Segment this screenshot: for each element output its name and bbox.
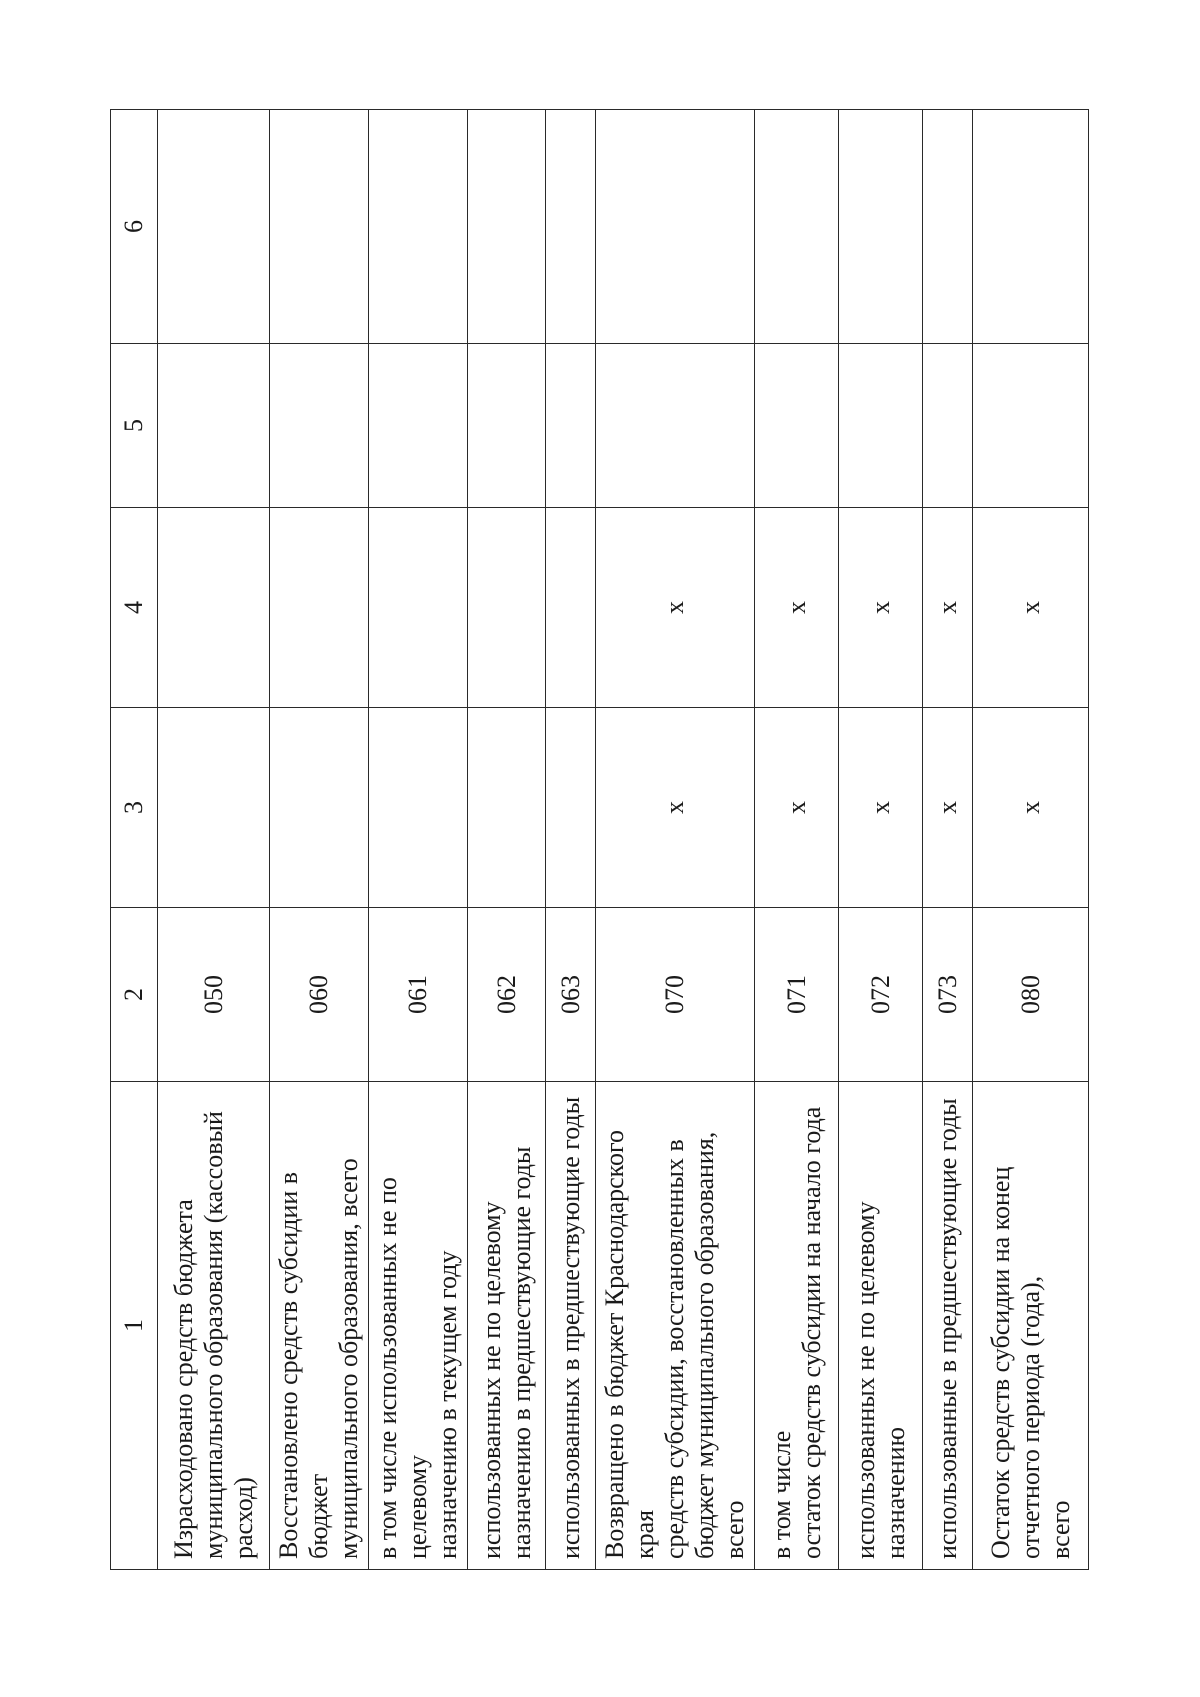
row-cell-col-5 [468, 344, 546, 508]
row-code: 070 [596, 908, 755, 1082]
row-name: использованных не по целевому назначению [839, 1082, 923, 1570]
row-code: 062 [468, 908, 546, 1082]
row-cell-col-4 [546, 508, 596, 708]
table-row [468, 110, 546, 1570]
row-code: 071 [755, 908, 839, 1082]
row-cell-col-3 [270, 708, 369, 908]
row-cell-col-6 [923, 110, 973, 344]
row-code: 060 [270, 908, 369, 1082]
row-name: использованные в предшествующие годы [923, 1082, 973, 1570]
row-code: 080 [973, 908, 1089, 1082]
row-cell-col-4: x [839, 508, 923, 708]
subsidy-report-table [110, 109, 1089, 1570]
row-cell-col-3: x [596, 708, 755, 908]
header-col-2: 2 [111, 908, 158, 1082]
row-cell-col-4: x [923, 508, 973, 708]
row-cell-col-5 [973, 344, 1089, 508]
row-cell-col-3: x [923, 708, 973, 908]
row-cell-col-4: x [755, 508, 839, 708]
row-cell-col-6 [755, 110, 839, 344]
row-cell-col-4 [158, 508, 270, 708]
row-cell-col-3: x [755, 708, 839, 908]
row-name: Израсходовано средств бюджета муниципального образования (кассовый расход) [158, 1082, 270, 1570]
row-cell-col-5 [755, 344, 839, 508]
row-cell-col-4: x [973, 508, 1089, 708]
header-col-6: 6 [111, 110, 158, 344]
row-name: Возвращено в бюджет Краснодарского края средств субсидии, восстановленных в бюджет муниципального образования, всего [596, 1082, 755, 1570]
row-name: Остаток средств субсидии на конец отчетного периода (года), всего [973, 1082, 1089, 1570]
row-cell-col-3 [369, 708, 468, 908]
table-row [755, 110, 839, 1570]
row-cell-col-3 [158, 708, 270, 908]
row-cell-col-6 [270, 110, 369, 344]
row-cell-col-5 [158, 344, 270, 508]
table-row [158, 110, 270, 1570]
table-row [839, 110, 923, 1570]
row-code: 061 [369, 908, 468, 1082]
row-cell-col-6 [369, 110, 468, 344]
table-row [270, 110, 369, 1570]
row-name: использованных в предшествующие годы [546, 1082, 596, 1570]
row-name: Восстановлено средств субсидии в бюджет муниципального образования, всего [270, 1082, 369, 1570]
row-name: использованных не по целевому назначению в предшествующие годы [468, 1082, 546, 1570]
row-cell-col-4 [468, 508, 546, 708]
row-code: 073 [923, 908, 973, 1082]
row-cell-col-4: x [596, 508, 755, 708]
row-cell-col-5 [839, 344, 923, 508]
table-row [546, 110, 596, 1570]
row-code: 063 [546, 908, 596, 1082]
header-col-5: 5 [111, 344, 158, 508]
row-cell-col-3 [468, 708, 546, 908]
row-cell-col-6 [158, 110, 270, 344]
header-col-1: 1 [111, 1082, 158, 1570]
row-cell-col-4 [369, 508, 468, 708]
row-cell-col-5 [270, 344, 369, 508]
row-cell-col-6 [468, 110, 546, 344]
row-name: в том числе использованных не по целевому назначению в текущем году [369, 1082, 468, 1570]
table-row [973, 110, 1089, 1570]
row-cell-col-6 [546, 110, 596, 344]
row-cell-col-6 [596, 110, 755, 344]
row-cell-col-3: x [839, 708, 923, 908]
table-row [596, 110, 755, 1570]
table-row [369, 110, 468, 1570]
row-cell-col-3: x [973, 708, 1089, 908]
table-header-row [111, 110, 158, 1570]
rotated-table-container [110, 110, 1075, 1570]
row-cell-col-5 [546, 344, 596, 508]
row-cell-col-6 [839, 110, 923, 344]
row-cell-col-5 [369, 344, 468, 508]
row-cell-col-3 [546, 708, 596, 908]
header-col-3: 3 [111, 708, 158, 908]
row-cell-col-5 [923, 344, 973, 508]
row-code: 072 [839, 908, 923, 1082]
table-row [923, 110, 973, 1570]
row-cell-col-6 [973, 110, 1089, 344]
row-code: 050 [158, 908, 270, 1082]
header-col-4: 4 [111, 508, 158, 708]
row-cell-col-4 [270, 508, 369, 708]
row-name: в том числе остаток средств субсидии на начало года [755, 1082, 839, 1570]
row-cell-col-5 [596, 344, 755, 508]
